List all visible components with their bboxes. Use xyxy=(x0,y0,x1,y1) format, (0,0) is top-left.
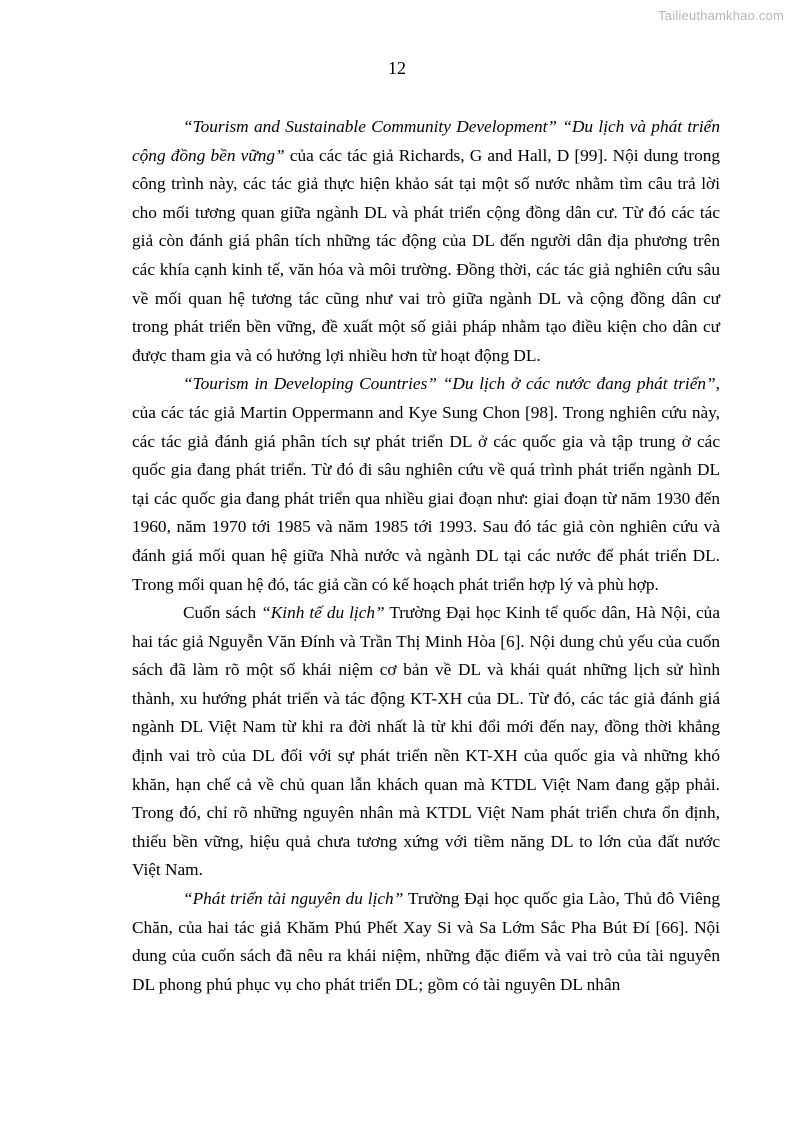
paragraph-text: Trường Đại học quốc gia Lào, Thủ đô Viêng Chăn, của hai tác giả Khăm Phú Phết Xay Si và Sa Lớm Sắc Pha Bút Đí [66]. Nội dung của cuốn sách đã nêu ra khái niệm, những đặc điểm và vai trò của tài nguyên DL phong phú phục vụ cho phát triển DL; gồm có tài nguyên DL nhân xyxy=(132,889,720,994)
work-title: “Tourism in Developing Countries” “Du lịch ở các nước đang phát triển” xyxy=(183,374,716,394)
paragraph-text: của các tác giả Richards, G and Hall, D [99]. Nội dung trong công trình này, các tác giả thực hiện khảo sát tại một số nước nhằm tìm câu trả lời cho mối tương quan giữa ngành DL và phát triển cộng đồng dân cư. Từ đó các tác giả còn đánh giá phân tích những tác động của DL đến người dân địa phương trên các khía cạnh kinh tế, văn hóa và môi trường. Đồng thời, các tác giả nghiên cứu sâu về mối quan hệ tương tác cũng như vai trò giữa ngành DL và cộng đồng dân cư trong phát triển bền vững, đề xuất một số giải pháp nhằm tạo điều kiện cho dân cư được tham gia và có hưởng lợi nhiều hơn từ hoạt động DL. xyxy=(132,145,721,365)
document-body xyxy=(132,113,720,999)
paragraph-tourism-developing xyxy=(132,370,720,599)
paragraph-text: Trường Đại học Kinh tế quốc dân, Hà Nội, của hai tác giả Nguyễn Văn Đính và Trần Thị Minh Hòa [6]. Nội dung chủ yếu của cuốn sách đã làm rõ một số khái niệm cơ bản về DL và khái quát những lịch sử hình thành, xu hướng phát triển và tác động KT-XH của DL. Từ đó, các tác giả đánh giá ngành DL Việt Nam từ khi ra đời nhất là từ khi đổi mới đến nay, đồng thời khẳng định vai trò của DL đối với sự phát triển nền KT-XH của quốc gia và những khó khăn, hạn chế cả về chủ quan lẫn khách quan mà KTDL Việt Nam đang gặp phải. Trong đó, chỉ rõ những nguyên nhân mà KTDL Việt Nam phát triển chưa ổn định, thiếu bền vững, hiệu quả chưa tương xứng với tiềm năng DL to lớn của đất nước Việt Nam. xyxy=(132,603,720,880)
paragraph-tai-nguyen-du-lich xyxy=(132,885,720,999)
paragraph-kinh-te-du-lich xyxy=(132,599,720,885)
paragraph-tourism-community xyxy=(132,113,720,370)
page-number: 12 xyxy=(388,58,406,78)
work-title: “Kinh tế du lịch” xyxy=(261,603,385,623)
watermark: Tailieuthamkhao.com xyxy=(658,8,784,23)
work-title: “Phát triển tài nguyên du lịch” xyxy=(183,889,404,909)
paragraph-text: , của các tác giả Martin Oppermann and Kye Sung Chon [98]. Trong nghiên cứu này, các tác giả đánh giá phân tích sự phát triển DL ở các quốc gia và tập trung ở các quốc gia đang phát triển. Từ đó đi sâu nghiên cứu về quá trình phát triển ngành DL tại các quốc gia đang phát triển qua nhiều giai đoạn như: giai đoạn từ năm 1930 đến 1960, năm 1970 tới 1985 và năm 1985 tới 1993. Sau đó tác giả còn nghiên cứu và đánh giá mối quan hệ giữa Nhà nước và ngành DL tại các nước để phát triển DL. Trong mối quan hệ đó, tác giả cần có kế hoạch phát triển hợp lý và phù hợp. xyxy=(132,374,720,594)
work-title: “Tourism and Sustainable Community Development” “Du lịch và phát triển cộng đồng bền vững” xyxy=(132,117,720,165)
paragraph-lead: Cuốn sách xyxy=(183,603,262,623)
